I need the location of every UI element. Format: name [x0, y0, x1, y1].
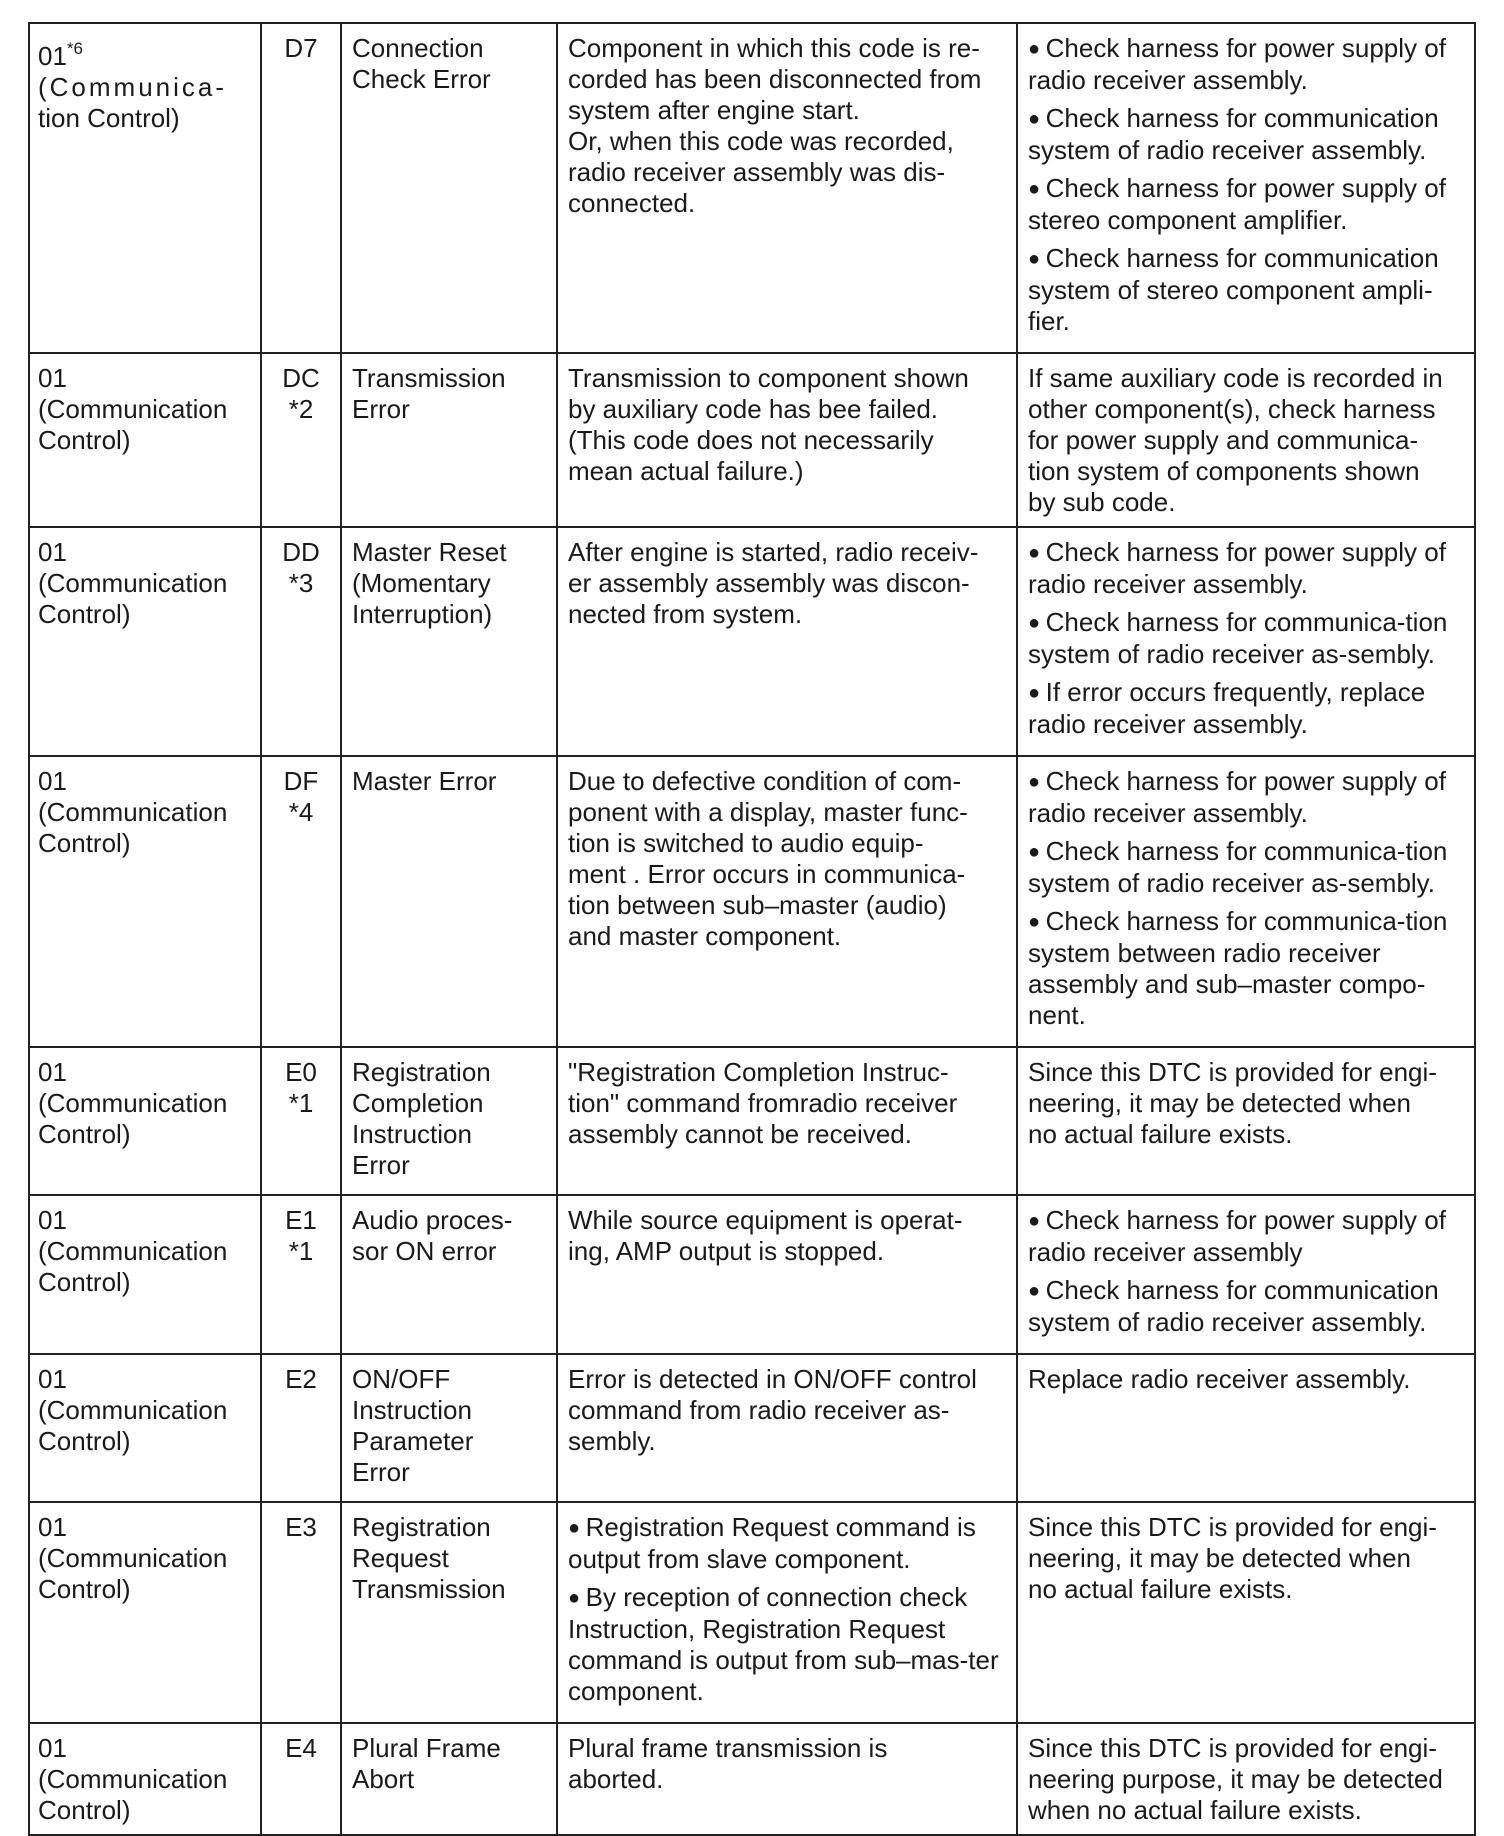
dtc-cell: [261, 23, 341, 353]
dtc-line: *1: [288, 1236, 314, 1266]
detection-item-cell: [341, 1354, 557, 1502]
condition-line: er assembly assembly was discon-: [568, 568, 970, 598]
dtc-cell: [261, 1047, 341, 1195]
check-item-line: If same auxiliary code is recorded in: [1028, 363, 1443, 393]
group-line: (Communication: [38, 1764, 228, 1794]
code-value: 01: [38, 766, 67, 796]
table-row: [29, 756, 1475, 1047]
check-item-bullet: ● Check harness for power supply of radio receiver assembly: [1028, 1205, 1464, 1268]
code-line: [38, 1512, 250, 1543]
check-item-cell: [1017, 756, 1475, 1047]
condition-line: Error is detected in ON/OFF control: [568, 1364, 977, 1394]
group-line: (Communication: [38, 1543, 228, 1573]
check-item-bullet: ● Check harness for communica-tion system between radio receiver assembly and sub–master compo-nent.: [1028, 906, 1464, 1031]
group-line: Control): [38, 1795, 131, 1825]
dtc-table: [28, 22, 1476, 1836]
dtc-cell: [261, 1195, 341, 1354]
table-row: [29, 1195, 1475, 1354]
check-item-line: Since this DTC is provided for engi-: [1028, 1512, 1437, 1542]
code-value: 01: [38, 1733, 67, 1763]
code-line: [38, 363, 250, 394]
check-item-line: tion system of components shown: [1028, 456, 1420, 486]
detection-item-line: (Momentary: [352, 568, 491, 598]
check-item-line: when no actual failure exists.: [1028, 1795, 1362, 1825]
detection-item-line: Plural Frame: [352, 1733, 501, 1763]
detection-item-cell: [341, 23, 557, 353]
dtc-line: *1: [288, 1088, 314, 1118]
detection-item-line: Audio proces-: [352, 1205, 513, 1235]
detection-item-line: Check Error: [352, 64, 491, 94]
check-item-cell: [1017, 1195, 1475, 1354]
condition-line: sembly.: [568, 1426, 656, 1456]
detection-item-line: Request: [352, 1543, 449, 1573]
code-value: 01: [38, 1364, 67, 1394]
detection-item-cell: [341, 1502, 557, 1723]
code-line: [38, 1364, 250, 1395]
group-line: Control): [38, 425, 131, 455]
check-item-bullet: ● Check harness for communication system of radio receiver assembly.: [1028, 103, 1464, 166]
check-item-bullet: ● Check harness for communication system of stereo component ampli-fier.: [1028, 243, 1464, 337]
group-line: Control): [38, 1267, 131, 1297]
detection-item-line: Interruption): [352, 599, 493, 629]
group-line: (Communication: [38, 394, 228, 424]
condition-line: radio receiver assembly was dis-: [568, 157, 946, 187]
code-cell: [29, 23, 261, 353]
code-line: [38, 1733, 250, 1764]
condition-line: corded has been disconnected from: [568, 64, 982, 94]
code-cell: [29, 756, 261, 1047]
table-row: [29, 1502, 1475, 1723]
detection-item-line: sor ON error: [352, 1236, 497, 1266]
dtc-cell: [261, 527, 341, 756]
detection-item-line: Instruction: [352, 1119, 472, 1149]
dtc-cell: [261, 1723, 341, 1835]
dtc-line: *4: [288, 797, 314, 827]
group-line: (Communication: [38, 1395, 228, 1425]
table-row: [29, 353, 1475, 527]
code-value: 01: [38, 1057, 67, 1087]
detection-item-line: Registration: [352, 1512, 491, 1542]
code-value: 01: [38, 363, 67, 393]
dtc-line: DF: [283, 766, 319, 796]
condition-line: After engine is started, radio receiv-: [568, 537, 979, 567]
check-item-bullet: ● Check harness for communica-tion system of radio receiver as-sembly.: [1028, 607, 1464, 670]
code-line: [38, 33, 250, 72]
group-line: Control): [38, 1426, 131, 1456]
check-item-cell: [1017, 23, 1475, 353]
dtc-line: D7: [284, 33, 318, 63]
check-item-bullet: ● If error occurs frequently, replace radio receiver assembly.: [1028, 677, 1464, 740]
condition-cell: [557, 1502, 1017, 1723]
check-item-line: for power supply and communica-: [1028, 425, 1419, 455]
detection-item-cell: [341, 353, 557, 527]
check-item-line: no actual failure exists.: [1028, 1574, 1293, 1604]
condition-cell: [557, 23, 1017, 353]
code-value: 01: [38, 1205, 67, 1235]
code-value: 01: [38, 41, 67, 71]
code-cell: [29, 1502, 261, 1723]
detection-item-cell: [341, 1723, 557, 1835]
check-item-bullet: ● Check harness for communica-tion system of radio receiver as-sembly.: [1028, 836, 1464, 899]
group-line: (Communica-: [38, 72, 228, 102]
condition-line: Plural frame transmission is: [568, 1733, 888, 1763]
group-line: tion Control): [38, 103, 180, 133]
detection-item-line: Error: [352, 394, 410, 424]
condition-line: Component in which this code is re-: [568, 33, 980, 63]
condition-line: system after engine start.: [568, 95, 860, 125]
detection-item-line: Connection: [352, 33, 484, 63]
code-cell: [29, 353, 261, 527]
condition-line: and master component.: [568, 921, 842, 951]
condition-line: command from radio receiver as-: [568, 1395, 950, 1425]
table-row: [29, 527, 1475, 756]
code-value: 01: [38, 1512, 67, 1542]
detection-item-line: Error: [352, 1150, 410, 1180]
code-cell: [29, 1723, 261, 1835]
detection-item-cell: [341, 1195, 557, 1354]
detection-item-line: Registration: [352, 1057, 491, 1087]
check-item-line: no actual failure exists.: [1028, 1119, 1293, 1149]
condition-cell: [557, 1195, 1017, 1354]
condition-line: tion between sub–master (audio): [568, 890, 947, 920]
condition-cell: [557, 1723, 1017, 1835]
check-item-cell: [1017, 1502, 1475, 1723]
detection-item-line: Parameter: [352, 1426, 474, 1456]
group-line: Control): [38, 828, 131, 858]
condition-line: tion" command fromradio receiver: [568, 1088, 958, 1118]
check-item-bullet: ● Check harness for power supply of stereo component amplifier.: [1028, 173, 1464, 236]
condition-line: ponent with a display, master func-: [568, 797, 968, 827]
check-item-bullet: ● Check harness for communication system of radio receiver assembly.: [1028, 1275, 1464, 1338]
group-line: (Communication: [38, 1236, 228, 1266]
check-item-line: other component(s), check harness: [1028, 394, 1436, 424]
condition-line: While source equipment is operat-: [568, 1205, 963, 1235]
check-item-cell: [1017, 527, 1475, 756]
check-item-cell: [1017, 1354, 1475, 1502]
check-item-bullet: ● Check harness for power supply of radio receiver assembly.: [1028, 33, 1464, 96]
code-cell: [29, 1195, 261, 1354]
detection-item-line: Transmission: [352, 1574, 506, 1604]
code-cell: [29, 1047, 261, 1195]
detection-item-line: Instruction: [352, 1395, 472, 1425]
check-item-cell: [1017, 353, 1475, 527]
condition-line: "Registration Completion Instruc-: [568, 1057, 949, 1087]
condition-bullet: ● Registration Request command is output from slave component.: [568, 1512, 1006, 1575]
dtc-cell: [261, 1354, 341, 1502]
detection-item-cell: [341, 1047, 557, 1195]
dtc-line: E4: [285, 1733, 317, 1763]
group-line: (Communication: [38, 1088, 228, 1118]
check-item-line: Replace radio receiver assembly.: [1028, 1364, 1411, 1394]
code-line: [38, 537, 250, 568]
detection-item-line: Master Error: [352, 766, 497, 796]
dtc-line: E0: [285, 1057, 317, 1087]
dtc-table-body: [29, 23, 1475, 1835]
dtc-cell: [261, 1502, 341, 1723]
code-line: [38, 1057, 250, 1088]
check-item-line: neering, it may be detected when: [1028, 1543, 1412, 1573]
check-item-line: Since this DTC is provided for engi-: [1028, 1733, 1437, 1763]
condition-line: assembly cannot be received.: [568, 1119, 912, 1149]
dtc-cell: [261, 756, 341, 1047]
detection-item-line: Completion: [352, 1088, 484, 1118]
condition-cell: [557, 756, 1017, 1047]
dtc-line: *2: [288, 394, 314, 424]
check-item-cell: [1017, 1047, 1475, 1195]
condition-line: connected.: [568, 188, 696, 218]
detection-item-line: Transmission: [352, 363, 506, 393]
condition-line: by auxiliary code has bee failed.: [568, 394, 939, 424]
table-row: [29, 23, 1475, 353]
check-item-line: Since this DTC is provided for engi-: [1028, 1057, 1437, 1087]
code-line: [38, 766, 250, 797]
group-line: Control): [38, 1574, 131, 1604]
condition-cell: [557, 1047, 1017, 1195]
code-value: 01: [38, 537, 67, 567]
check-item-line: by sub code.: [1028, 487, 1176, 517]
condition-line: ing, AMP output is stopped.: [568, 1236, 885, 1266]
detection-item-line: Abort: [352, 1764, 415, 1794]
detection-item-line: ON/OFF: [352, 1364, 451, 1394]
detection-item-line: Master Reset: [352, 537, 507, 567]
detection-item-cell: [341, 756, 557, 1047]
dtc-line: E2: [285, 1364, 317, 1394]
detection-item-line: Error: [352, 1457, 410, 1487]
check-item-line: neering, it may be detected when: [1028, 1088, 1412, 1118]
detection-item-cell: [341, 527, 557, 756]
code-footnote: *6: [66, 39, 83, 58]
dtc-line: E3: [285, 1512, 317, 1542]
group-line: Control): [38, 1119, 131, 1149]
code-line: [38, 1205, 250, 1236]
condition-line: mean actual failure.): [568, 456, 804, 486]
dtc-line: DD: [282, 537, 320, 567]
dtc-cell: [261, 353, 341, 527]
condition-line: Or, when this code was recorded,: [568, 126, 954, 156]
table-row: [29, 1723, 1475, 1835]
condition-line: aborted.: [568, 1764, 664, 1794]
check-item-bullet: ● Check harness for power supply of radio receiver assembly.: [1028, 766, 1464, 829]
check-item-cell: [1017, 1723, 1475, 1835]
group-line: (Communication: [38, 797, 228, 827]
condition-line: ment . Error occurs in communica-: [568, 859, 966, 889]
code-cell: [29, 527, 261, 756]
group-line: (Communication: [38, 568, 228, 598]
group-line: Control): [38, 599, 131, 629]
condition-cell: [557, 1354, 1017, 1502]
table-row: [29, 1047, 1475, 1195]
condition-cell: [557, 527, 1017, 756]
check-item-bullet: ● Check harness for power supply of radio receiver assembly.: [1028, 537, 1464, 600]
condition-line: Due to defective condition of com-: [568, 766, 962, 796]
table-row: [29, 1354, 1475, 1502]
code-cell: [29, 1354, 261, 1502]
dtc-line: *3: [288, 568, 314, 598]
dtc-line: DC: [282, 363, 320, 393]
condition-line: tion is switched to audio equip-: [568, 828, 924, 858]
check-item-line: neering purpose, it may be detected: [1028, 1764, 1443, 1794]
condition-line: (This code does not necessarily: [568, 425, 934, 455]
condition-line: nected from system.: [568, 599, 803, 629]
dtc-line: E1: [285, 1205, 317, 1235]
condition-line: Transmission to component shown: [568, 363, 969, 393]
condition-bullet: ● By reception of connection check Instruction, Registration Request command is output from sub–mas-ter component.: [568, 1582, 1006, 1707]
condition-cell: [557, 353, 1017, 527]
